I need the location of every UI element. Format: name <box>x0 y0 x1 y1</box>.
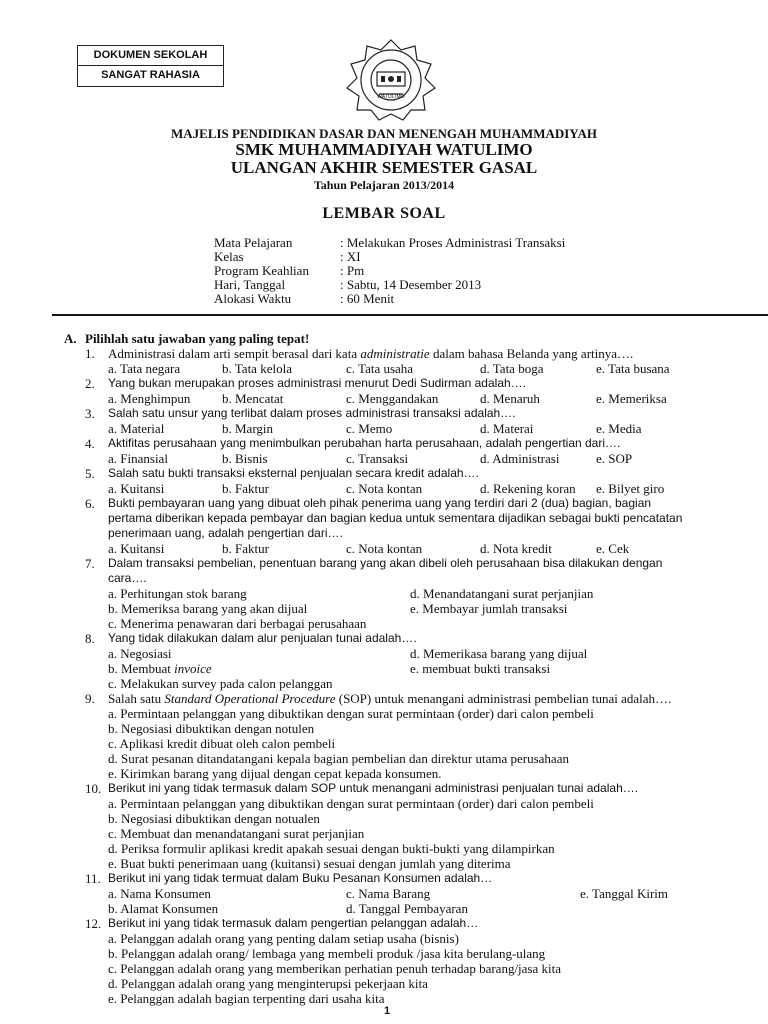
option-c: c. Membuat dan menandatangani surat perjanjian <box>108 826 365 841</box>
info-label: Kelas <box>214 249 244 264</box>
info-label: Mata Pelajaran <box>214 235 293 250</box>
question-text: Bukti pembayaran uang yang dibuat oleh pihak penerima uang yang terdiri dari 2 (dua) bagian, bagian <box>108 496 652 510</box>
option-a: a. Material <box>108 421 165 436</box>
option-b: b. Memeriksa barang yang akan dijual <box>108 601 308 616</box>
section-label: A. <box>64 331 77 346</box>
secrecy-label: SANGAT RAHASIA <box>78 65 223 85</box>
option-e: e. membuat bukti transaksi <box>410 661 551 676</box>
question-number: 9. <box>85 691 95 706</box>
option-e: e. Tata busana <box>596 361 670 376</box>
option-b: b. Membuat invoice <box>108 661 212 676</box>
option-a: a. Menghimpun <box>108 391 191 406</box>
doc-label: DOKUMEN SEKOLAH <box>93 49 208 61</box>
option-b: b. Bisnis <box>222 451 268 466</box>
question-number: 5. <box>85 466 95 481</box>
question-text: cara…. <box>108 571 147 585</box>
question-number: 8. <box>85 631 95 646</box>
option-b: b. Pelanggan adalah orang/ lembaga yang membeli produk /jasa kita berulang-ulang <box>108 946 546 961</box>
option-c: c. Tata usaha <box>346 361 414 376</box>
academic-year: Tahun Pelajaran 2013/2014 <box>313 178 455 192</box>
option-e: e. Bilyet giro <box>596 481 665 496</box>
option-b: b. Alamat Konsumen <box>108 901 219 916</box>
question-number: 7. <box>85 556 95 571</box>
exam-title: ULANGAN AKHIR SEMESTER GASAL <box>230 158 538 177</box>
question-number: 6. <box>85 496 95 511</box>
school-name: SMK MUHAMMADIYAH WATULIMO <box>235 140 533 159</box>
question-text: Yang tidak dilakukan dalam alur penjualan tunai adalah…. <box>108 631 417 645</box>
info-value: : Melakukan Proses Administrasi Transaksi <box>340 235 566 250</box>
info-label: Alokasi Waktu <box>214 291 292 306</box>
question-number: 2. <box>85 376 95 391</box>
option-e: e. Cek <box>596 541 630 556</box>
option-b: b. Faktur <box>222 541 269 556</box>
sheet-title: LEMBAR SOAL <box>322 205 446 222</box>
info-value: : Sabtu, 14 Desember 2013 <box>340 277 482 292</box>
question-text: Yang bukan merupakan proses administrasi menurut Dedi Sudirman adalah…. <box>108 376 527 390</box>
option-e: e. Kirimkan barang yang dijual dengan cepat kepada konsumen. <box>108 766 442 781</box>
question-number: 1. <box>85 346 95 361</box>
info-value: : 60 Menit <box>340 291 395 306</box>
info-label: Program Keahlian <box>214 263 309 278</box>
option-a: a. Tata negara <box>108 361 181 376</box>
info-value: : XI <box>340 249 361 264</box>
question-text: Berikut ini yang tidak termasuk dalam pengertian pelanggan adalah… <box>108 916 479 930</box>
page-number: 1 <box>384 1005 391 1017</box>
question-number: 4. <box>85 436 95 451</box>
question-number: 3. <box>85 406 95 421</box>
question-text: Berikut ini yang tidak termuat dalam Buku Pesanan Konsumen adalah… <box>108 871 493 885</box>
question-number: 10. <box>85 781 102 796</box>
option-d: d. Administrasi <box>480 451 560 466</box>
document-classification-box <box>77 45 224 87</box>
option-a: a. Perhitungan stok barang <box>108 586 247 601</box>
option-b: b. Faktur <box>222 481 269 496</box>
option-e: e. Buat bukti penerimaan uang (kuitansi) sesuai dengan jumlah yang diterima <box>108 856 511 871</box>
option-b: b. Tata kelola <box>222 361 292 376</box>
school-logo <box>343 38 439 122</box>
option-b: b. Margin <box>222 421 274 436</box>
option-e: e. Media <box>596 421 642 436</box>
option-c: c. Pelanggan adalah orang yang memberikan perhatian penuh terhadap barang/jasa kita <box>108 961 562 976</box>
option-d: d. Tanggal Pembayaran <box>346 901 468 916</box>
option-d: d. Rekening koran <box>480 481 576 496</box>
option-e: e. Tanggal Kirim <box>580 886 669 901</box>
option-d: d. Periksa formulir aplikasi kredit apakah sesuai dengan bukti-bukti yang dilampirkan <box>108 841 555 856</box>
question-number: 11. <box>85 871 101 886</box>
question-text: Aktifitas perusahaan yang menimbulkan perubahan harta perusahaan, adalah pengertian dari…. <box>108 436 621 450</box>
option-c: c. Memo <box>346 421 393 436</box>
question-text: Salah satu Standard Operational Procedure (SOP) untuk menangani administrasi pembelian tunai adalah…. <box>108 691 672 706</box>
organization-name: MAJELIS PENDIDIKAN DASAR DAN MENENGAH MUHAMMADIYAH <box>171 126 597 141</box>
question-text: pertama diberikan kepada pembayar dan bagian kedua untuk sementara dijadikan sebagai bukti pencatatan <box>108 511 683 525</box>
option-d: d. Tata boga <box>480 361 544 376</box>
option-d: d. Materai <box>480 421 534 436</box>
option-c: c. Menggandakan <box>346 391 439 406</box>
question-text: penerimaan uang, adalah pengertian dari…. <box>108 526 343 540</box>
option-c: c. Nota kontan <box>346 541 423 556</box>
section-instruction: Pilihlah satu jawaban yang paling tepat! <box>85 331 310 346</box>
option-c: c. Nama Barang <box>346 886 431 901</box>
option-a: a. Pelanggan adalah orang yang penting dalam setiap usaha (bisnis) <box>108 931 459 946</box>
option-d: d. Memerikasa barang yang dijual <box>410 646 588 661</box>
option-a: a. Permintaan pelanggan yang dibuktikan dengan surat permintaan (order) dari calon pembeli <box>108 796 594 811</box>
question-number: 12. <box>85 916 102 931</box>
option-d: d. Menandatangani surat perjanjian <box>410 586 594 601</box>
option-e: e. Memeriksa <box>596 391 667 406</box>
option-e: e. SOP <box>596 451 633 466</box>
option-a: a. Finansial <box>108 451 168 466</box>
option-d: d. Menaruh <box>480 391 540 406</box>
question-text: Dalam transaksi pembelian, penentuan barang yang akan dibeli oleh perusahaan bisa dilakukan dengan <box>108 556 663 570</box>
info-label: Hari, Tanggal <box>214 277 286 292</box>
option-c: c. Menerima penawaran dari berbagai perusahaan <box>108 616 367 631</box>
option-a: a. Permintaan pelanggan yang dibuktikan dengan surat permintaan (order) dari calon pembeli <box>108 706 594 721</box>
option-b: b. Negosiasi dibuktikan dengan notulen <box>108 721 315 736</box>
option-a: a. Negosiasi <box>108 646 172 661</box>
option-a: a. Kuitansi <box>108 481 165 496</box>
option-d: d. Nota kredit <box>480 541 552 556</box>
option-a: a. Nama Konsumen <box>108 886 211 901</box>
option-d: d. Pelanggan adalah orang yang menginterupsi pekerjaan kita <box>108 976 428 991</box>
option-c: c. Aplikasi kredit dibuat oleh calon pembeli <box>108 736 336 751</box>
option-c: c. Melakukan survey pada calon pelanggan <box>108 676 333 691</box>
seal-icon <box>343 38 439 122</box>
option-b: b. Mencatat <box>222 391 284 406</box>
option-e: e. Membayar jumlah transaksi <box>410 601 568 616</box>
question-text: Administrasi dalam arti sempit berasal dari kata administratie dalam bahasa Belanda yang artinya…. <box>108 346 634 361</box>
question-text: Salah satu bukti transaksi eksternal penjualan secara kredit adalah…. <box>108 466 479 480</box>
option-d: d. Surat pesanan ditandatangani kepala bagian pembelian dan direktur utama perusahaan <box>108 751 569 766</box>
option-a: a. Kuitansi <box>108 541 165 556</box>
option-e: e. Pelanggan adalah bagian terpenting dari usaha kita <box>108 991 385 1006</box>
info-value: : Pm <box>340 263 365 278</box>
question-text: Salah satu unsur yang terlibat dalam proses administrasi transaksi adalah…. <box>108 406 516 420</box>
question-text: Berikut ini yang tidak termasuk dalam SOP untuk menangani administrasi penjualan tunai adalah…. <box>108 781 639 795</box>
option-c: c. Transaksi <box>346 451 409 466</box>
header-divider <box>52 314 768 316</box>
logo-text: WATULIMO <box>377 94 405 100</box>
option-c: c. Nota kontan <box>346 481 423 496</box>
option-b: b. Negosiasi dibuktikan dengan notualen <box>108 811 320 826</box>
